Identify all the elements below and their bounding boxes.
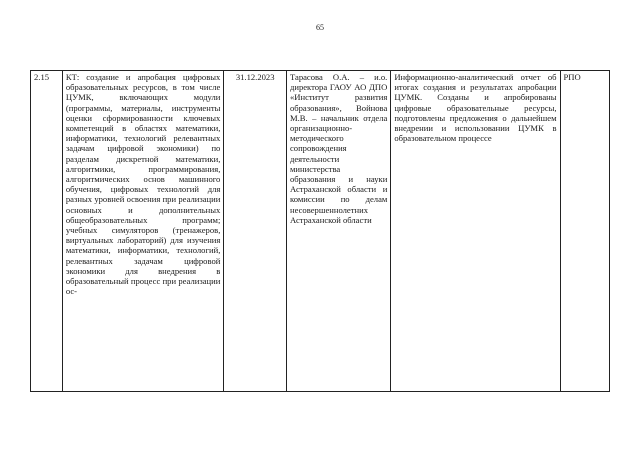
table-row	[31, 71, 610, 392]
code-cell: РПО	[560, 71, 609, 392]
description-cell: КТ: создание и апробация цифровых образовательных ресурсов, в том числе ЦУМК, включающих модули (программы, материалы, инструменты оценки сформированности ключевых компетенций в областях математики, информатики, технологий релевантных задачам цифровой экономики) по разделам дискретной математики, алгоритмики, программирования, алгоритмических основ машинного обучения, цифровых технологий для разных уровней освоения при реализации основных и дополнительных общеобразовательных программ; учебных симуляторов (тренажеров, виртуальных лабораторий) для изучения математики, информатики, технологий, релевантных задачам цифровой экономики для внедрения в образовательный процесс при реализации ос-	[62, 71, 224, 392]
plan-table	[30, 70, 610, 392]
result-cell: Информационно-аналитический отчет об итогах создания и результатах апробации ЦУМК. Созданы и апробированы цифровые образовательные ресурсы, подготовлены предложения о дальнейшем внедрении и использовании ЦУМК в образовательном процессе	[391, 71, 560, 392]
responsible-cell: Тарасова О.А. – и.о. директора ГАОУ АО ДПО «Институт развития образования», Войнова М.В. – начальник отдела организационно-методического сопровождения деятельности министерства образования и науки Астраханской области и комиссии по делам несовершеннолетних Астраханской области	[286, 71, 390, 392]
page-number: 65	[316, 23, 324, 32]
row-number-cell: 2.15	[31, 71, 63, 392]
deadline-cell: 31.12.2023	[224, 71, 287, 392]
